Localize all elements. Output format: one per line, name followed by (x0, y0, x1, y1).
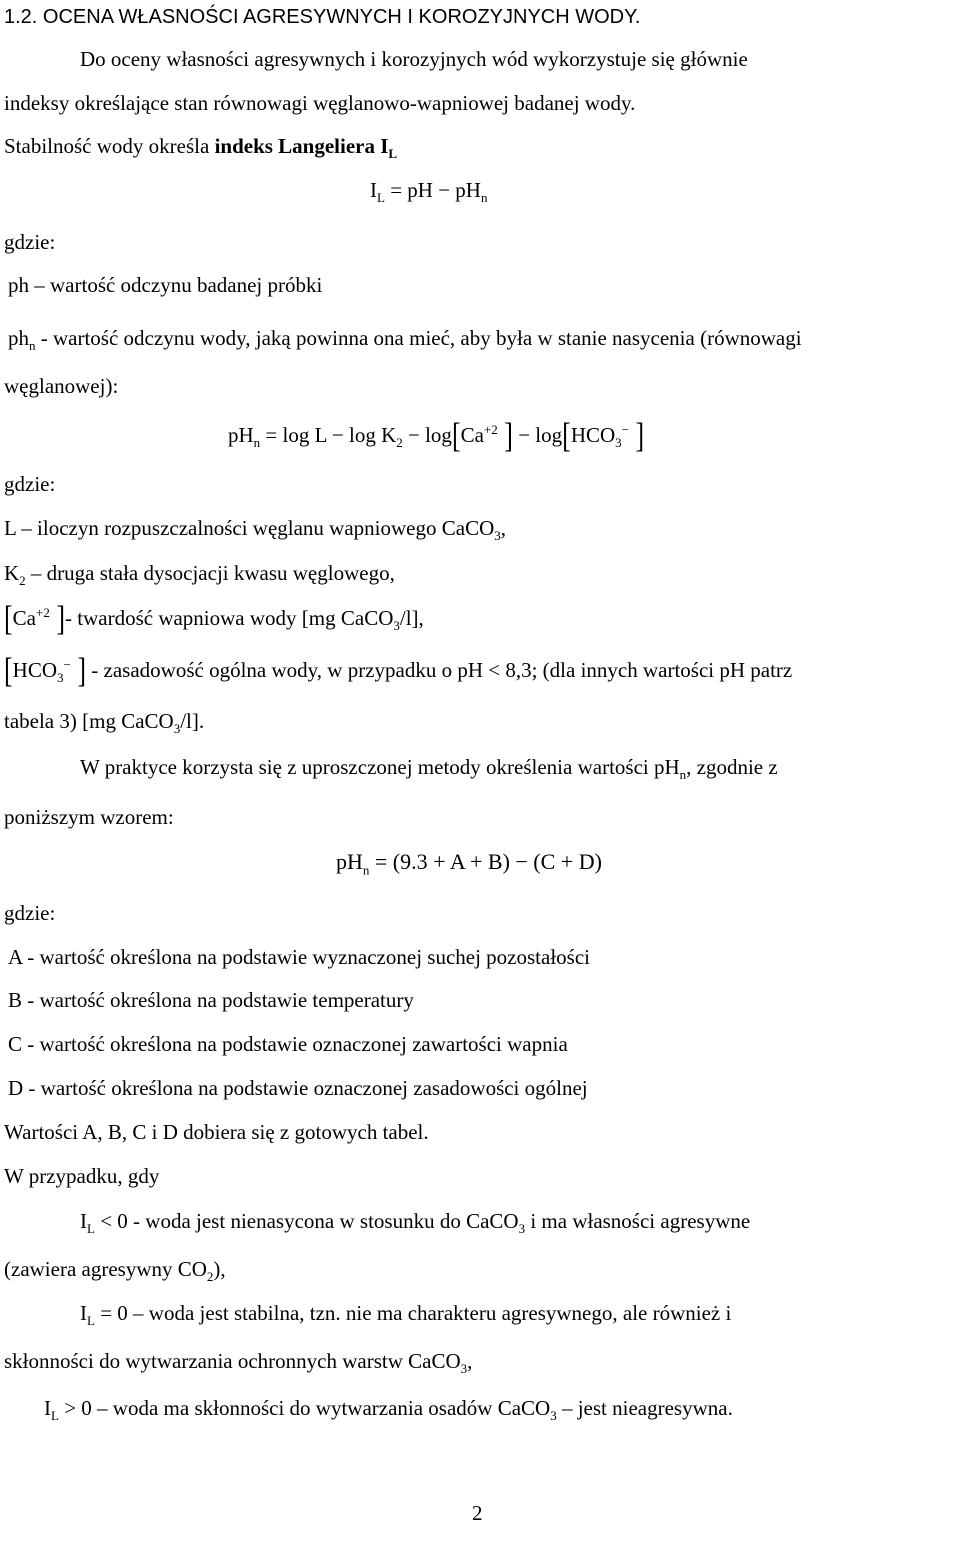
intro-line-1: Do oceny własności agresywnych i korozyjnych wód wykorzystuje się głównie (80, 47, 748, 71)
equation-langelier: $I_L$ = pH − $pH_n$ (370, 178, 488, 206)
practice-line-2: poniższym wzorem: (4, 805, 174, 829)
definition-B: B - wartość określona na podstawie temperatury (8, 988, 414, 1012)
definition-K2: $K_2$ – druga stała dysocjacji kwasu węglowego, (4, 561, 395, 589)
definition-phn-cont: węglanowej): (4, 374, 119, 398)
gdzie-label-3: gdzie: (4, 901, 56, 925)
case-negative: $I_L < 0$ - woda jest nienasycona w stosunku do CaCO$_3$ i ma własności agresywne (80, 1209, 751, 1237)
definition-D: D - wartość określona na podstawie oznaczonej zasadowości ogólnej (8, 1076, 588, 1100)
gdzie-label-1: gdzie: (4, 230, 56, 254)
case-positive: $I_L > 0$ – woda ma skłonności do wytwarzania osadów CaCO$_3$ – jest nieagresywna. (44, 1396, 733, 1424)
equation-simplified: $pH_n = (9.3 + A + B) - (C + D)$ (336, 849, 602, 878)
gdzie-label-2: gdzie: (4, 472, 56, 496)
tables-note: Wartości A, B, C i D dobiera się z gotowych tabel. (4, 1120, 429, 1144)
case-intro: W przypadku, gdy (4, 1164, 160, 1188)
section-heading: 1.2. OCENA WŁASNOŚCI AGRESYWNYCH I KOROZYJNYCH WODY. (4, 6, 641, 28)
definition-L: L – iloczyn rozpuszczalności węglanu wapniowego CaCO$_3$, (4, 516, 506, 544)
practice-line-1: W praktyce korzysta się z uproszczonej metody określenia wartości $pH_n$, zgodnie z (80, 755, 778, 783)
definition-ph: ph – wartość odczynu badanej próbki (8, 273, 323, 297)
case-zero: $I_L = 0$ – woda jest stabilna, tzn. nie ma charakteru agresywnego, ale również i (80, 1301, 732, 1329)
equation-phn-log: $pH_n = \log L - \log K_2 - \log[Ca^{+2}$ ] − $\log[HCO_3^-$ ] (228, 415, 645, 455)
page-number: 2 (472, 1501, 483, 1525)
definition-calcium: [$Ca^{+2}$ ]- twardość wapniowa wody [mg CaCO$_3$/l], (4, 598, 424, 638)
case-negative-cont: (zawiera agresywny $CO_2$), (4, 1257, 226, 1285)
definition-phn: $ph_n$ - wartość odczynu wody, jaką powinna ona mieć, aby była w stanie nasycenia (równowagi (8, 326, 802, 354)
definition-A: A - wartość określona na podstawie wyznaczonej suchej pozostałości (8, 945, 590, 969)
case-zero-cont: skłonności do wytwarzania ochronnych warstw CaCO$_3$, (4, 1349, 473, 1377)
intro-line-2: indeksy określające stan równowagi węglanowo-wapniowej badanej wody. (4, 91, 636, 115)
definition-C: C - wartość określona na podstawie oznaczonej zawartości wapnia (8, 1032, 568, 1056)
definition-bicarbonate-cont: tabela 3) [mg CaCO$_3$/l]. (4, 709, 205, 737)
definition-bicarbonate: [$HCO_3^-$ ] - zasadowość ogólna wody, w przypadku o pH < 8,3; (dla innych wartości pH patrz (4, 650, 793, 690)
stability-sentence: Stabilność wody określa indeks Langeliera $I_L$ (4, 134, 398, 162)
